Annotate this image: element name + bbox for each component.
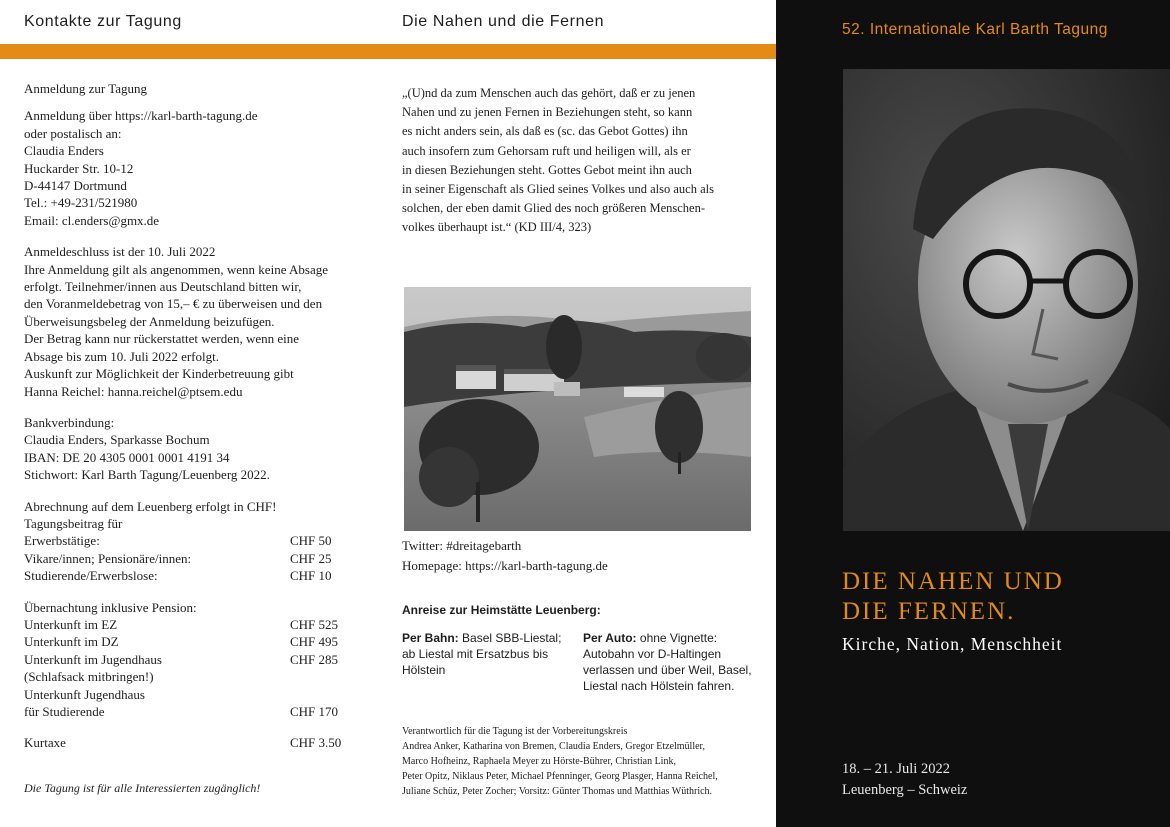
fees-intro-line: Abrechnung auf dem Leuenberg erfolgt in CHF! bbox=[24, 498, 277, 514]
col1-header-title: Kontakte zur Tagung bbox=[24, 13, 182, 30]
twitter-handle: Twitter: #dreitagebarth bbox=[402, 538, 522, 553]
fee-row bbox=[24, 550, 364, 567]
by-train-label: Per Bahn: bbox=[402, 631, 459, 645]
fees-section bbox=[24, 498, 364, 585]
arrival-title: Anreise zur Heimstätte Leuenberg: bbox=[402, 603, 601, 617]
lodging-row bbox=[24, 703, 364, 720]
cover-subtitle: Kirche, Nation, Menschheit bbox=[842, 634, 1063, 654]
fees-table bbox=[24, 532, 364, 584]
bank-line: Bankverbindung: bbox=[24, 414, 115, 430]
fees-intro bbox=[24, 498, 364, 533]
lodging-row bbox=[24, 668, 364, 685]
organizers-line: Verantwortlich für die Tagung ist der Vorbereitungskreis bbox=[402, 726, 628, 737]
registration-line: Claudia Enders bbox=[24, 143, 104, 159]
quote-line: solchen, der eben damit Glied des noch größeren Menschen- bbox=[402, 201, 706, 216]
lodging-row bbox=[24, 633, 364, 650]
by-car-label: Per Auto: bbox=[583, 631, 637, 645]
deadline-line: Absage bis zum 10. Juli 2022 erfolgt. bbox=[24, 348, 219, 364]
registration-title: Anmeldung zur Tagung bbox=[24, 81, 148, 96]
homepage-link: Homepage: https://karl-barth-tagung.de bbox=[402, 558, 608, 573]
fee-amount bbox=[290, 686, 360, 703]
fee-amount bbox=[290, 668, 360, 685]
fee-label: Erwerbstätige: bbox=[24, 533, 100, 549]
contacts-column bbox=[24, 80, 364, 752]
fee-row bbox=[24, 532, 364, 549]
arrival-by-car bbox=[583, 630, 758, 694]
access-note: Die Tagung ist für alle Interessierten zugänglich! bbox=[24, 781, 261, 795]
lodging-row bbox=[24, 686, 364, 703]
conference-date: 18. – 21. Juli 2022 bbox=[842, 761, 950, 777]
fee-amount: CHF 170 bbox=[290, 704, 339, 719]
cover-title-line: DIE NAHEN UND bbox=[842, 568, 1064, 595]
lodging-title: Übernachtung inklusive Pension: bbox=[24, 599, 197, 615]
organizers-line: Marco Hofheinz, Raphaela Meyer zu Hörste-Bührer, Christian Link, bbox=[402, 756, 676, 767]
fee-label: Unterkunft im EZ bbox=[24, 616, 118, 632]
fee-amount: CHF 10 bbox=[290, 568, 332, 584]
quote-line: in diesen Beziehungen steht. Gottes Gebot meint ihn auch bbox=[402, 162, 692, 177]
lodging-row bbox=[24, 616, 364, 633]
registration-lines bbox=[24, 107, 364, 229]
col2-header-title: Die Nahen und die Fernen bbox=[402, 13, 605, 30]
registration-line: oder postalisch an: bbox=[24, 125, 122, 141]
organizers-line: Peter Opitz, Niklaus Peter, Michael Pfenninger, Georg Plasger, Hanna Reichel, bbox=[402, 771, 718, 782]
lodging-table bbox=[24, 616, 364, 720]
deadline-line: erfolgt. Teilnehmer/innen aus Deutschland bitten wir, bbox=[24, 279, 302, 295]
by-car-text: ohne Vignette: Autobahn vor D-Haltingen verlassen und über Weil, Basel, Liestal nach Hölstein fahren. bbox=[583, 631, 752, 693]
karl-barth-portrait bbox=[843, 69, 1170, 531]
organizers-line: Juliane Schüz, Peter Zocher; Vorsitz: Günter Thomas und Matthias Wüthrich. bbox=[402, 786, 713, 797]
lodging-row bbox=[24, 651, 364, 668]
online-links bbox=[402, 536, 608, 576]
registration-line: Tel.: +49-231/521980 bbox=[24, 195, 138, 211]
leuenberg-landscape-photo bbox=[404, 287, 751, 531]
fee-label: Studierende/Erwerbslose: bbox=[24, 568, 158, 584]
bank-line: Stichwort: Karl Barth Tagung/Leuenberg 2022. bbox=[24, 467, 270, 483]
quote-line: volkes überhaupt ist.“ (KD III/4, 323) bbox=[402, 220, 592, 235]
deadline-line: Anmeldeschluss ist der 10. Juli 2022 bbox=[24, 244, 216, 260]
registration-line: Huckarder Str. 10-12 bbox=[24, 160, 134, 176]
kurtaxe-row bbox=[24, 734, 364, 751]
kurtaxe-amount: CHF 3.50 bbox=[290, 735, 342, 751]
fee-amount: CHF 50 bbox=[290, 533, 332, 549]
barth-quote bbox=[402, 84, 750, 238]
quote-line: in seiner Eigenschaft als Glied seines Volkes und also auch als bbox=[402, 182, 714, 197]
fee-label: (Schlafsack mitbringen!) bbox=[24, 669, 154, 685]
cover-panel bbox=[776, 0, 1170, 827]
kurtaxe-label: Kurtaxe bbox=[24, 735, 66, 751]
fee-row bbox=[24, 567, 364, 584]
registration-line: Anmeldung über https://karl-barth-tagung.de bbox=[24, 108, 258, 124]
fees-intro-line: Tagungsbeitrag für bbox=[24, 515, 123, 531]
organizers-line: Andrea Anker, Katharina von Bremen, Claudia Enders, Gregor Etzelmüller, bbox=[402, 741, 705, 752]
deadline-line: Überweisungsbeleg der Anmeldung beizufügen. bbox=[24, 313, 275, 329]
deadline-section bbox=[24, 243, 364, 400]
arrival-by-train bbox=[402, 630, 572, 678]
lodging-section bbox=[24, 599, 364, 721]
fee-amount: CHF 525 bbox=[290, 616, 339, 632]
cover-title bbox=[842, 567, 1064, 627]
quote-line: es nicht anders sein, als daß es (sc. das Gebot Gottes) ihn bbox=[402, 124, 688, 139]
bank-line: Claudia Enders, Sparkasse Bochum bbox=[24, 432, 210, 448]
fee-amount: CHF 285 bbox=[290, 651, 339, 667]
by-train-text: Basel SBB-Liestal; ab Liestal mit Ersatzbus bis Hölstein bbox=[402, 631, 562, 677]
fee-label: Unterkunft im Jugendhaus bbox=[24, 651, 162, 667]
conference-place: Leuenberg – Schweiz bbox=[842, 782, 968, 798]
organizers-note bbox=[402, 724, 770, 799]
registration-line: Email: cl.enders@gmx.de bbox=[24, 212, 160, 228]
fee-label: Vikare/innen; Pensionäre/innen: bbox=[24, 550, 192, 566]
accent-bar bbox=[0, 44, 776, 59]
fee-amount: CHF 495 bbox=[290, 634, 339, 650]
fee-amount: CHF 25 bbox=[290, 550, 332, 566]
bank-line: IBAN: DE 20 4305 0001 0001 4191 34 bbox=[24, 449, 230, 465]
registration-section bbox=[24, 80, 364, 229]
quote-line: auch insofern zum Gehorsam ruft und heiligen will, als er bbox=[402, 143, 691, 158]
conference-header: 52. Internationale Karl Barth Tagung bbox=[842, 20, 1108, 38]
fee-label: Unterkunft im DZ bbox=[24, 634, 119, 650]
fee-label: für Studierende bbox=[24, 704, 105, 719]
bank-section bbox=[24, 414, 364, 484]
cover-title-line: DIE FERNEN. bbox=[842, 598, 1016, 625]
quote-line: „(U)nd da zum Menschen auch das gehört, daß er zu jenen bbox=[402, 86, 696, 100]
deadline-line: Der Betrag kann nur rückerstattet werden, wenn eine bbox=[24, 331, 300, 347]
deadline-line: Auskunft zur Möglichkeit der Kinderbetreuung gibt bbox=[24, 366, 294, 382]
conference-date-place bbox=[842, 759, 967, 801]
deadline-line: Hanna Reichel: hanna.reichel@ptsem.edu bbox=[24, 383, 243, 399]
fee-label: Unterkunft Jugendhaus bbox=[24, 686, 145, 702]
quote-line: Nahen und zu jenen Fernen in Beziehungen steht, so kann bbox=[402, 105, 693, 120]
registration-line: D-44147 Dortmund bbox=[24, 178, 127, 194]
deadline-line: Ihre Anmeldung gilt als angenommen, wenn keine Absage bbox=[24, 261, 328, 277]
deadline-line: den Voranmeldebetrag von 15,– € zu überweisen und den bbox=[24, 296, 323, 312]
